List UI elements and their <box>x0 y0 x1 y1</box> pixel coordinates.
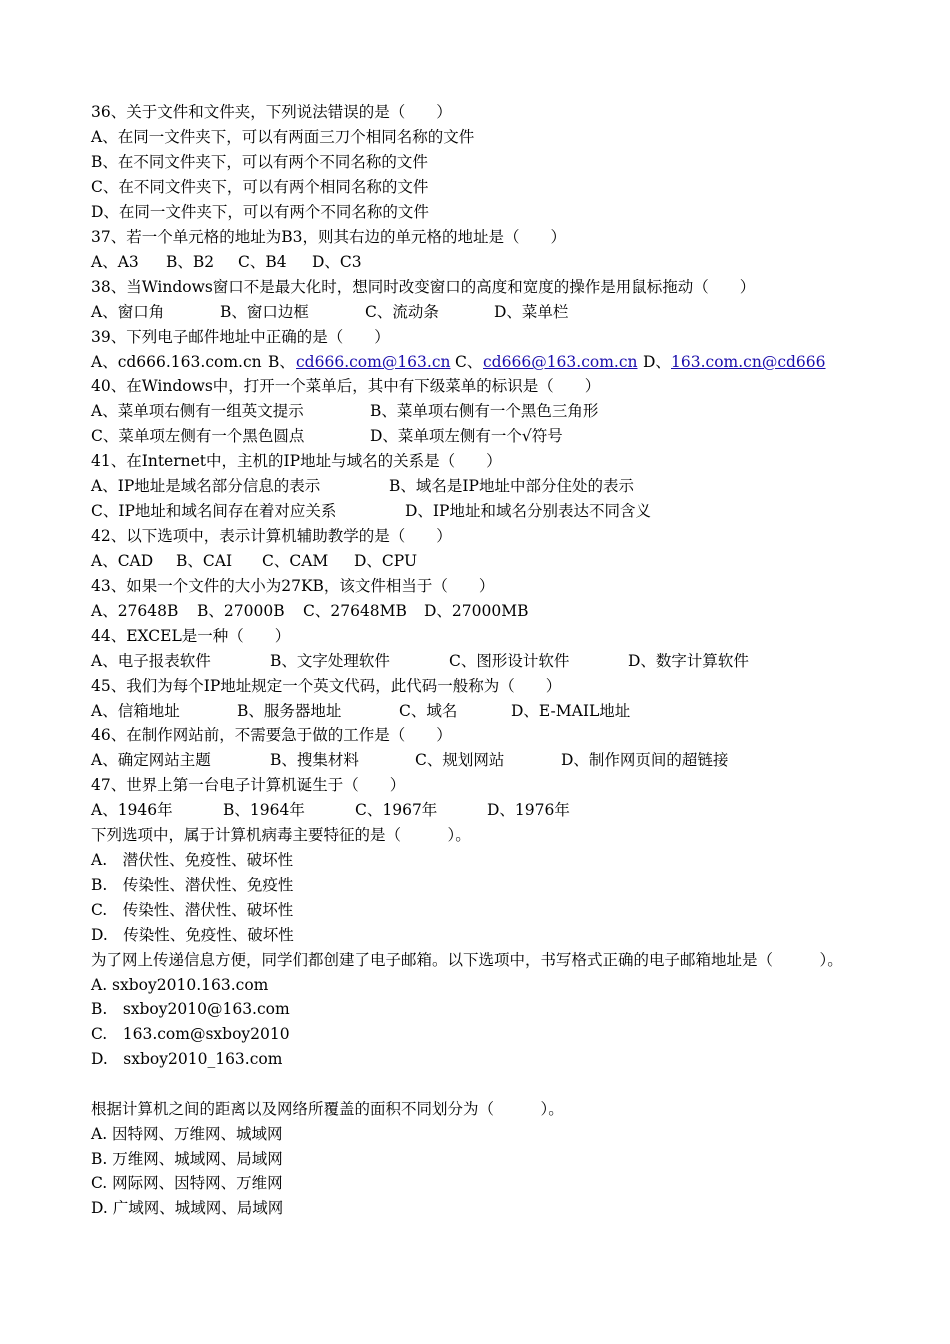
question-43: 43、如果一个文件的大小为27KB，该文件相当于（ ） <box>91 577 495 595</box>
option-a: A、电子报表软件 <box>91 652 211 670</box>
option-c: C、规划网站 <box>415 751 505 769</box>
network-option-c: C. 网际网、因特网、万维网 <box>91 1174 283 1192</box>
option-c: C、流动条 <box>365 303 439 321</box>
option-d: D、E-MAIL地址 <box>511 702 631 720</box>
option-a: A、1946年 <box>91 801 173 819</box>
option-c-label: C、 <box>455 353 483 371</box>
question-47: 47、世界上第一台电子计算机诞生于（ ） <box>91 776 406 794</box>
q42-options <box>91 551 417 571</box>
option-d: D、IP地址和域名分别表达不同含义 <box>405 502 651 520</box>
option-d: D、C3 <box>312 253 362 271</box>
question-email: 为了网上传递信息方便，同学们都创建了电子邮箱。以下选项中，书写格式正确的电子邮箱地址是（ ）。 <box>91 951 843 969</box>
email-option-a: A. sxboy2010.163.com <box>91 976 269 994</box>
option-d: D、数字计算软件 <box>628 652 749 670</box>
option-a: A、信箱地址 <box>91 702 180 720</box>
option-d: D、菜单栏 <box>494 303 569 321</box>
q44-options <box>91 651 749 671</box>
network-option-d: D. 广域网、城域网、局域网 <box>91 1199 284 1217</box>
q40-options-cd <box>91 426 563 446</box>
option-a: A、CAD <box>91 552 154 570</box>
option-d: D、菜单项左侧有一个√符号 <box>370 427 563 445</box>
q40-options-ab <box>91 401 598 421</box>
email-option-b: B. sxboy2010@163.com <box>91 1000 290 1018</box>
question-44: 44、EXCEL是一种（ ） <box>91 627 291 645</box>
q46-options <box>91 750 728 770</box>
question-38: 38、当Windows窗口不是最大化时，想同时改变窗口的高度和宽度的操作是用鼠标拖动（ ） <box>91 278 756 296</box>
question-37: 37、若一个单元格的地址为B3，则其右边的单元格的地址是（ ） <box>91 228 566 246</box>
q38-options <box>91 302 568 322</box>
option-c: C、域名 <box>399 702 458 720</box>
option-d: D、制作网页间的超链接 <box>561 751 729 769</box>
option-b: B、菜单项右侧有一个黑色三角形 <box>370 402 599 420</box>
option-b: B、文字处理软件 <box>270 652 390 670</box>
option-a: A、窗口角 <box>91 303 165 321</box>
virus-option-b: B. 传染性、潜伏性、免疫性 <box>91 876 294 894</box>
question-41: 41、在Internet中，主机的IP地址与域名的关系是（ ） <box>91 452 502 470</box>
option-b: B、服务器地址 <box>237 702 342 720</box>
q41-options-cd <box>91 501 651 521</box>
question-36: 36、关于文件和文件夹，下列说法错误的是（ ） <box>91 103 452 121</box>
option-b: B、CAI <box>176 552 233 570</box>
question-42: 42、以下选项中，表示计算机辅助教学的是（ ） <box>91 527 452 545</box>
option-b: B、1964年 <box>223 801 305 819</box>
option-a: A、A3 <box>91 253 139 271</box>
option-d: D、1976年 <box>487 801 570 819</box>
question-40: 40、在Windows中，打开一个菜单后，其中有下级菜单的标识是（ ） <box>91 377 601 395</box>
virus-option-a: A. 潜伏性、免疫性、破坏性 <box>91 851 294 869</box>
q36-option-d: D、在同一文件夹下，可以有两个不同名称的文件 <box>91 203 429 221</box>
option-b: B、窗口边框 <box>220 303 309 321</box>
q43-options <box>91 601 529 621</box>
option-b-email-link[interactable]: cd666.com@163.cn <box>296 353 451 371</box>
option-d-label: D、 <box>643 353 671 371</box>
q36-option-c: C、在不同文件夹下，可以有两个相同名称的文件 <box>91 178 429 196</box>
q47-options <box>91 800 570 820</box>
option-d: D、27000MB <box>424 602 529 620</box>
option-c: C、CAM <box>262 552 329 570</box>
option-c: C、IP地址和域名间存在着对应关系 <box>91 502 337 520</box>
network-option-b: B. 万维网、城域网、局域网 <box>91 1150 283 1168</box>
email-option-c: C. 163.com@sxboy2010 <box>91 1025 290 1043</box>
option-b: B、搜集材料 <box>270 751 359 769</box>
option-d-email-link[interactable]: 163.com.cn@cd666 <box>671 353 826 371</box>
option-c: C、图形设计软件 <box>449 652 570 670</box>
option-c: C、27648MB <box>303 602 407 620</box>
q39-options <box>91 352 826 372</box>
option-a: A、27648B <box>91 602 179 620</box>
q37-options <box>91 252 362 272</box>
option-c: C、B4 <box>238 253 287 271</box>
q36-option-b: B、在不同文件夹下，可以有两个不同名称的文件 <box>91 153 428 171</box>
virus-option-c: C. 传染性、潜伏性、破坏性 <box>91 901 294 919</box>
option-b: B、27000B <box>197 602 285 620</box>
question-virus: 下列选项中，属于计算机病毒主要特征的是（ ）。 <box>91 826 471 844</box>
option-d: D、CPU <box>354 552 418 570</box>
option-a: A、IP地址是域名部分信息的表示 <box>91 477 321 495</box>
option-c: C、菜单项左侧有一个黑色圆点 <box>91 427 305 445</box>
question-45: 45、我们为每个IP地址规定一个英文代码，此代码一般称为（ ） <box>91 677 562 695</box>
option-c-email-link[interactable]: cd666@163.com.cn <box>483 353 638 371</box>
option-b: B、域名是IP地址中部分住处的表示 <box>389 477 634 495</box>
question-network: 根据计算机之间的距离以及网络所覆盖的面积不同划分为（ ）。 <box>91 1100 564 1118</box>
option-c: C、1967年 <box>355 801 438 819</box>
option-a: A、确定网站主题 <box>91 751 211 769</box>
q45-options <box>91 701 630 721</box>
network-option-a: A. 因特网、万维网、城域网 <box>91 1125 283 1143</box>
q36-option-a: A、在同一文件夹下，可以有两面三刀个相同名称的文件 <box>91 128 475 146</box>
option-b-label: B、 <box>268 353 295 371</box>
question-39: 39、下列电子邮件地址中正确的是（ ） <box>91 328 390 346</box>
option-a: A、cd666.163.com.cn <box>91 353 262 371</box>
q41-options-ab <box>91 476 634 496</box>
email-option-d: D. sxboy2010_163.com <box>91 1050 283 1068</box>
option-b: B、B2 <box>166 253 215 271</box>
question-46: 46、在制作网站前，不需要急于做的工作是（ ） <box>91 726 452 744</box>
option-a: A、菜单项右侧有一组英文提示 <box>91 402 304 420</box>
virus-option-d: D. 传染性、免疫性、破坏性 <box>91 926 294 944</box>
